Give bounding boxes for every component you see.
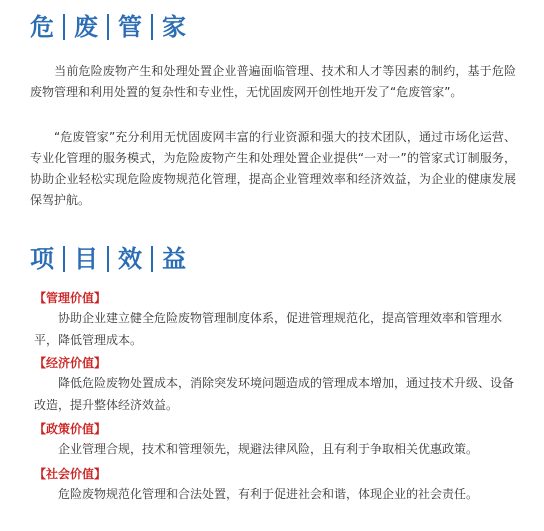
heading-divider (63, 14, 65, 40)
heading-char: 益 (162, 245, 186, 273)
benefit-text-management (34, 307, 514, 351)
heading-char: 家 (162, 13, 186, 41)
intro-paragraph-text: 当前危险废物产生和处理处置企业普遍面临管理、技术和人才等因素的制约，基于危险废物管理和利用处置的复杂性和专业性，无忧固废网开创性地开发了“危废管家”。 (30, 64, 516, 99)
benefit-text: 降低危险废物处置成本，消除突发环境问题造成的管理成本增加，通过技术升级、设备改造，提升整体经济效益。 (34, 376, 515, 412)
section-heading-project-benefits (30, 242, 186, 276)
heading-char: 项 (30, 245, 54, 273)
service-paragraph (30, 127, 516, 211)
intro-paragraph (30, 61, 516, 103)
benefit-tag-management: 【管理价值】 (34, 291, 107, 305)
heading-divider (151, 14, 153, 40)
heading-char: 废 (74, 13, 98, 41)
benefit-text-social (34, 483, 514, 505)
benefit-text: 协助企业建立健全危险废物管理制度体系，促进管理规范化，提高管理效率和管理水平，降低管理成本。 (34, 311, 503, 347)
heading-char: 目 (74, 245, 98, 273)
benefit-text: 危险废物规范化管理和合法处置，有利于促进社会和谐，体现企业的社会责任。 (58, 487, 479, 501)
heading-divider (151, 246, 153, 272)
heading-char: 效 (118, 245, 142, 273)
benefit-tag-social: 【社会价值】 (34, 467, 107, 481)
benefit-text-economic (34, 372, 514, 416)
benefit-text: 企业管理合规，技术和管理领先，规避法律风险，且有利于争取相关优惠政策。 (58, 442, 479, 456)
heading-divider (107, 246, 109, 272)
service-paragraph-text: “危废管家”充分利用无忧固废网丰富的行业资源和强大的技术团队，通过市场化运营、专业化管理的服务模式，为危险废物产生和处理处置企业提供“一对一”的管家式订制服务，协助企业轻松实现危险废物规范化管理，提高企业管理效率和经济效益，为企业的健康发展保驾护航。 (30, 130, 516, 207)
benefit-tag-economic: 【经济价值】 (34, 356, 107, 370)
benefit-text-policy (34, 438, 514, 460)
heading-char: 危 (30, 13, 54, 41)
section-heading-hazardous-waste-steward (30, 10, 186, 44)
heading-divider (107, 14, 109, 40)
benefit-tag-policy: 【政策价值】 (34, 422, 107, 436)
heading-divider (63, 246, 65, 272)
heading-char: 管 (118, 13, 142, 41)
